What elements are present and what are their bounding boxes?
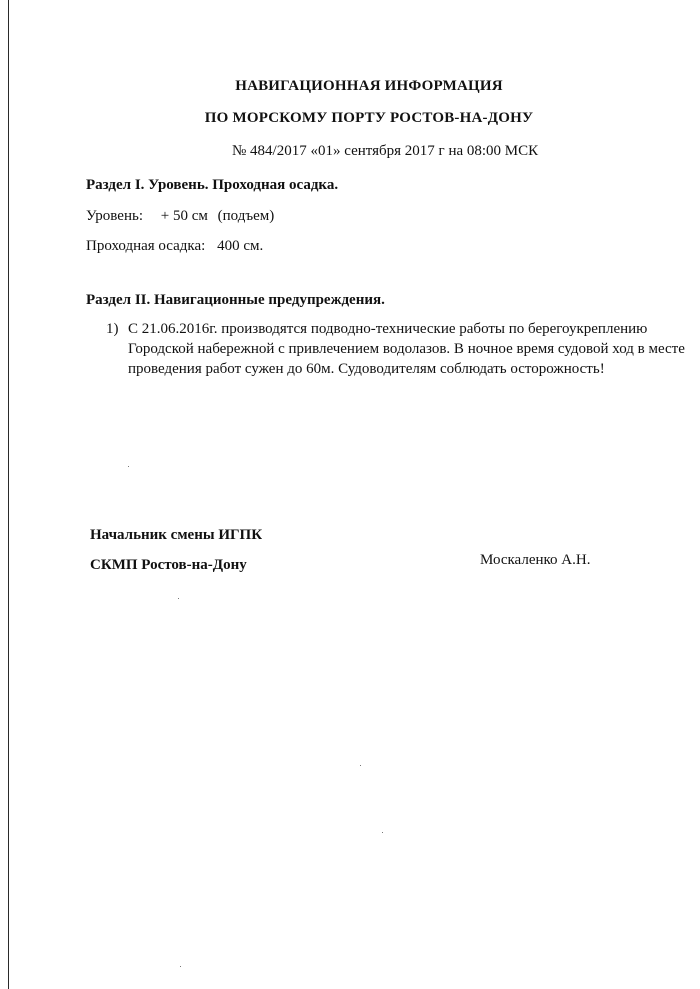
warning-text-line: С 21.06.2016г. производятся подводно-технические работы по берегоукреплению [128,321,648,337]
level-value: + 50 см [160,208,208,224]
signatory-position-line-1: Начальник смены ИГПК [90,527,263,543]
level-row [86,208,274,225]
draft-value: 400 см. [217,238,264,254]
section-2-heading: Раздел II. Навигационные предупреждения. [86,292,385,308]
document-number-date: № 484/2017 «01» сентября 2017 г на 08:00 МСК [232,143,539,159]
draft-label: Проходная осадка: [86,238,206,254]
section-1-heading: Раздел I. Уровень. Проходная осадка. [86,177,339,193]
document-title-line-1: НАВИГАЦИОННАЯ ИНФОРМАЦИЯ [235,78,503,94]
warning-text-line: проведения работ сужен до 60м. Судоводителям соблюдать осторожность! [128,361,605,377]
document-title-line-2: ПО МОРСКОМУ ПОРТУ РОСТОВ-НА-ДОНУ [204,110,534,126]
warning-number: 1) [106,321,119,337]
signatory-position-line-2: СКМП Ростов-на-Дону [90,557,247,573]
warning-text-line: Городской набережной с привлечением водолазов. В ночное время судовой ход в месте [128,341,685,357]
level-note: (подъем) [217,208,275,224]
level-label: Уровень: [86,208,143,224]
signatory-name: Москаленко А.Н. [480,552,591,568]
scan-edge-line [8,0,9,989]
draft-row [86,238,263,255]
